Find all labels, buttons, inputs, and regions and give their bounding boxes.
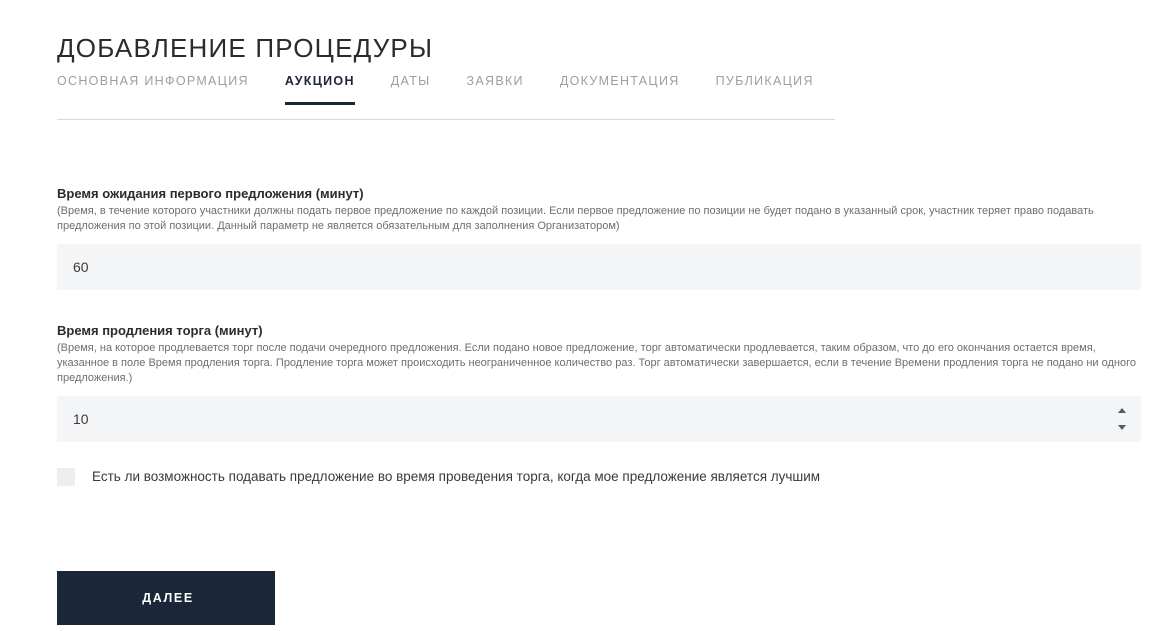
bidding-extension-input[interactable] [57, 396, 1141, 442]
tab-daty[interactable]: ДАТЫ [391, 72, 431, 105]
tab-zayavki[interactable]: ЗАЯВКИ [467, 72, 524, 105]
tab-dokumentaciya[interactable]: ДОКУМЕНТАЦИЯ [560, 72, 680, 105]
bidding-extension-input-wrap [57, 396, 1141, 442]
number-stepper-icon[interactable] [1117, 408, 1127, 430]
bidding-extension-hint: (Время, на которое продлевается торг после подачи очередного предложения. Если подано новое предложение, торг автоматически продлевается, таким образом, что до его окончания остается время, указанное в поле Время продления торга. Продление торга может происходить неограниченное количество раз. Торг автоматически завершается, если в течение Времени продления торга не подано ни одного предложения.) [57, 342, 1136, 384]
self-best-offer-label: Есть ли возможность подавать предложение во время проведения торга, когда мое предложение является лучшим [92, 469, 821, 484]
chevron-down-icon[interactable] [1118, 425, 1126, 430]
tab-bar [57, 72, 835, 120]
page-title: ДОБАВЛЕНИЕ ПРОЦЕДУРЫ [57, 33, 434, 64]
field-bidding-extension [57, 322, 1141, 442]
self-best-offer-row [57, 468, 1141, 486]
chevron-up-icon[interactable] [1118, 408, 1126, 413]
first-offer-wait-input-wrap [57, 244, 1141, 290]
first-offer-wait-hint: (Время, в течение которого участники должны подать первое предложение по каждой позиции. Если первое предложение по позиции не будет подано в указанный срок, участник теряет право подавать предложения по этой позиции. Данный параметр не является обязательным для заполнения Организатором) [57, 205, 1094, 232]
next-button[interactable]: ДАЛЕЕ [57, 571, 275, 625]
self-best-offer-checkbox[interactable] [57, 468, 75, 486]
auction-form [57, 185, 1141, 486]
tab-osnovnaya-informaciya[interactable]: ОСНОВНАЯ ИНФОРМАЦИЯ [57, 72, 249, 105]
first-offer-wait-label: Время ожидания первого предложения (минут) [57, 186, 364, 201]
first-offer-wait-input[interactable] [57, 244, 1141, 290]
field-first-offer-wait [57, 185, 1141, 290]
tab-publikaciya[interactable]: ПУБЛИКАЦИЯ [716, 72, 814, 105]
bidding-extension-label: Время продления торга (минут) [57, 323, 263, 338]
tab-aukcion[interactable]: АУКЦИОН [285, 72, 355, 105]
